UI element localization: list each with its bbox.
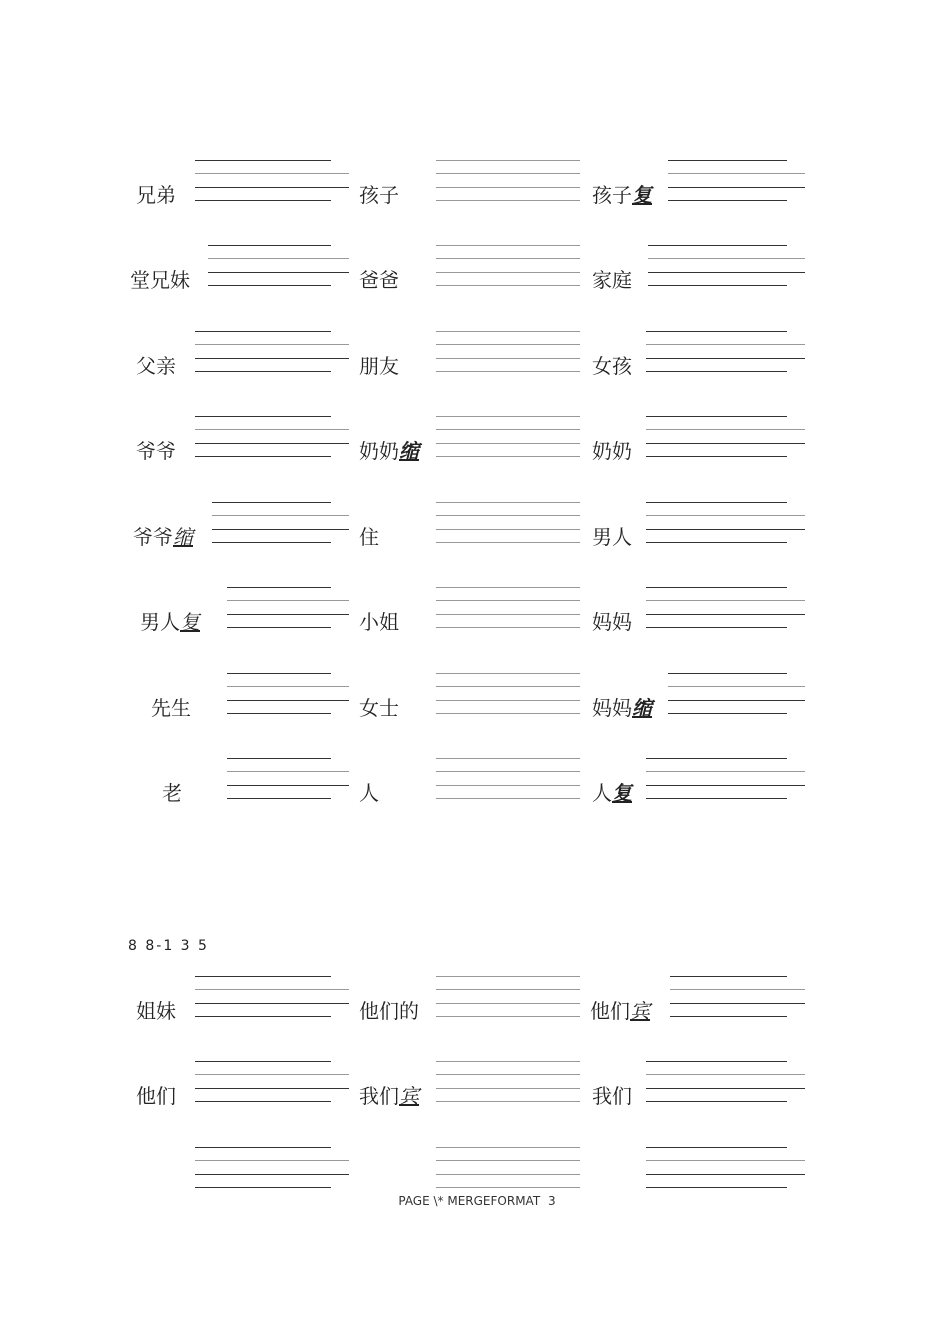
vocab-tag: 缩 (399, 439, 419, 463)
writing-line (646, 771, 805, 772)
writing-line (436, 443, 580, 444)
vocab-word-text: 人 (592, 781, 612, 805)
writing-line (436, 1088, 580, 1089)
page-footer (0, 1194, 950, 1208)
writing-line (646, 627, 787, 628)
vocab-word-text: 他们的 (359, 999, 419, 1023)
vocab-word-text: 小姐 (359, 610, 399, 634)
writing-line (195, 173, 349, 174)
vocab-word-text: 我们 (359, 1084, 399, 1108)
writing-line (646, 344, 805, 345)
writing-line (436, 358, 580, 359)
writing-line (646, 502, 787, 503)
vocab-word (592, 182, 652, 208)
page-field-code: PAGE \* MERGEFORMAT (398, 1194, 541, 1208)
writing-line (646, 1074, 805, 1075)
writing-line (436, 529, 580, 530)
writing-line (195, 187, 349, 188)
vocab-word-text: 堂兄妹 (130, 268, 190, 292)
writing-line (646, 331, 787, 332)
writing-line (436, 989, 580, 990)
writing-line (195, 1074, 349, 1075)
writing-lines[interactable] (195, 1059, 349, 1103)
writing-line (227, 798, 331, 799)
vocab-tag: 复 (632, 183, 652, 207)
writing-lines[interactable] (436, 585, 580, 629)
writing-line (668, 200, 787, 201)
vocab-word-text: 他们 (590, 999, 630, 1023)
writing-line (646, 614, 805, 615)
vocab-word (592, 524, 632, 550)
writing-line (436, 614, 580, 615)
writing-line (195, 1174, 349, 1175)
vocab-word-text: 家庭 (592, 268, 632, 292)
writing-line (195, 416, 331, 417)
writing-line (436, 627, 580, 628)
vocab-word (136, 438, 176, 464)
writing-line (212, 515, 349, 516)
writing-line (646, 416, 787, 417)
writing-line (646, 443, 805, 444)
writing-line (208, 258, 349, 259)
page-number: 3 (548, 1194, 556, 1208)
writing-line (227, 700, 349, 701)
writing-lines[interactable] (436, 329, 580, 373)
writing-line (195, 1187, 331, 1188)
writing-lines[interactable] (646, 1145, 805, 1189)
writing-line (668, 187, 805, 188)
vocab-word (140, 609, 200, 635)
vocab-word (359, 695, 399, 721)
writing-line (436, 160, 580, 161)
writing-line (436, 758, 580, 759)
writing-lines[interactable] (668, 671, 805, 715)
writing-lines[interactable] (436, 1145, 580, 1189)
writing-line (646, 529, 805, 530)
writing-line (436, 285, 580, 286)
writing-line (195, 1088, 349, 1089)
writing-line (227, 614, 349, 615)
writing-line (195, 1101, 331, 1102)
vocab-word (359, 609, 399, 635)
vocab-word-text: 女孩 (592, 354, 632, 378)
writing-line (436, 200, 580, 201)
writing-line (646, 358, 805, 359)
writing-line (208, 285, 331, 286)
vocab-word-text: 父亲 (136, 354, 176, 378)
vocab-word-text: 他们 (136, 1084, 176, 1108)
vocab-word (592, 1083, 632, 1109)
vocab-word-text: 爷爷 (133, 525, 173, 549)
writing-lines[interactable] (668, 158, 805, 202)
writing-lines[interactable] (436, 158, 580, 202)
vocab-tag: 缩 (632, 696, 652, 720)
vocab-row (0, 1059, 950, 1119)
writing-lines[interactable] (646, 585, 805, 629)
vocab-word (130, 267, 190, 293)
writing-line (646, 1088, 805, 1089)
writing-line (436, 976, 580, 977)
writing-line (195, 331, 331, 332)
vocab-word (359, 182, 399, 208)
writing-line (436, 515, 580, 516)
writing-line (436, 1187, 580, 1188)
writing-line (195, 200, 331, 201)
vocab-word-text: 朋友 (359, 354, 399, 378)
vocab-word-text: 女士 (359, 696, 399, 720)
writing-lines[interactable] (648, 243, 805, 287)
writing-line (436, 1003, 580, 1004)
writing-line (195, 456, 331, 457)
writing-line (646, 515, 805, 516)
writing-line (227, 627, 331, 628)
vocab-word (359, 267, 399, 293)
vocab-word (592, 267, 632, 293)
writing-line (646, 600, 805, 601)
writing-line (436, 371, 580, 372)
writing-line (212, 529, 349, 530)
vocab-word (359, 524, 379, 550)
vocab-word (136, 998, 176, 1024)
vocab-word (359, 438, 419, 464)
vocab-word-text: 姐妹 (136, 999, 176, 1023)
writing-line (668, 673, 787, 674)
writing-line (208, 272, 349, 273)
vocab-tag: 复 (612, 781, 632, 805)
writing-lines[interactable] (195, 974, 349, 1018)
vocab-row (0, 585, 950, 645)
writing-line (436, 1061, 580, 1062)
vocab-tag: 复 (180, 610, 200, 634)
writing-line (436, 1147, 580, 1148)
writing-lines[interactable] (436, 974, 580, 1018)
vocab-word-text: 孩子 (359, 183, 399, 207)
writing-line (648, 245, 787, 246)
writing-line (195, 1003, 349, 1004)
writing-line (646, 587, 787, 588)
writing-line (668, 173, 805, 174)
vocab-word (136, 1083, 176, 1109)
writing-line (436, 173, 580, 174)
writing-line (436, 272, 580, 273)
writing-line (668, 160, 787, 161)
writing-line (212, 502, 331, 503)
writing-line (227, 771, 349, 772)
writing-line (646, 542, 787, 543)
vocab-word-text: 妈妈 (592, 696, 632, 720)
vocab-word (592, 695, 652, 721)
vocab-word (162, 780, 182, 806)
vocab-word (359, 998, 419, 1024)
writing-line (436, 1016, 580, 1017)
writing-lines[interactable] (208, 243, 349, 287)
vocab-word-text: 孩子 (592, 183, 632, 207)
writing-line (436, 600, 580, 601)
section-label: 8 8-1 3 5 (128, 938, 209, 954)
writing-line (646, 429, 805, 430)
writing-line (195, 1160, 349, 1161)
writing-line (212, 542, 331, 543)
vocab-word (592, 353, 632, 379)
vocab-word (133, 524, 193, 550)
writing-line (195, 344, 349, 345)
writing-lines[interactable] (670, 974, 805, 1018)
writing-line (195, 443, 349, 444)
vocab-word-text: 人 (359, 781, 379, 805)
vocab-word (136, 353, 176, 379)
writing-line (646, 785, 805, 786)
vocab-tag: 宾 (630, 999, 650, 1023)
writing-lines[interactable] (646, 1059, 805, 1103)
writing-line (436, 245, 580, 246)
writing-lines[interactable] (646, 500, 805, 544)
vocab-row (0, 756, 950, 816)
writing-lines[interactable] (646, 414, 805, 458)
vocab-word (151, 695, 191, 721)
writing-line (436, 713, 580, 714)
vocab-word-text: 奶奶 (592, 439, 632, 463)
writing-line (670, 976, 787, 977)
writing-line (646, 371, 787, 372)
writing-line (436, 700, 580, 701)
writing-line (208, 245, 331, 246)
writing-line (436, 1074, 580, 1075)
writing-line (227, 600, 349, 601)
writing-line (670, 989, 805, 990)
writing-line (648, 285, 787, 286)
vocab-tag: 宾 (399, 1084, 419, 1108)
writing-line (227, 587, 331, 588)
writing-line (646, 1101, 787, 1102)
writing-lines[interactable] (436, 414, 580, 458)
vocab-row (0, 671, 950, 731)
vocab-word-text: 妈妈 (592, 610, 632, 634)
writing-line (195, 371, 331, 372)
vocab-word-text: 男人 (592, 525, 632, 549)
writing-line (436, 1174, 580, 1175)
vocab-row (0, 414, 950, 474)
writing-lines[interactable] (195, 1145, 349, 1189)
writing-line (195, 429, 349, 430)
vocab-word-text: 老 (162, 781, 182, 805)
vocab-word (590, 998, 650, 1024)
writing-line (436, 1160, 580, 1161)
writing-line (646, 1061, 787, 1062)
writing-line (195, 160, 331, 161)
writing-line (646, 758, 787, 759)
vocab-word-text: 奶奶 (359, 439, 399, 463)
writing-line (436, 187, 580, 188)
writing-lines[interactable] (436, 1059, 580, 1103)
writing-line (646, 456, 787, 457)
vocab-word (359, 780, 379, 806)
writing-line (436, 429, 580, 430)
vocab-word (136, 182, 176, 208)
writing-lines[interactable] (436, 671, 580, 715)
writing-line (436, 673, 580, 674)
vocab-word (359, 353, 399, 379)
writing-line (227, 758, 331, 759)
writing-line (668, 713, 787, 714)
writing-line (668, 700, 805, 701)
vocab-row (0, 243, 950, 303)
writing-line (646, 1187, 787, 1188)
writing-line (227, 713, 331, 714)
writing-line (646, 1160, 805, 1161)
vocab-word-text: 爷爷 (136, 439, 176, 463)
vocab-word-text: 住 (359, 525, 379, 549)
vocab-word (592, 609, 632, 635)
writing-line (436, 686, 580, 687)
writing-line (646, 1174, 805, 1175)
vocab-word-text: 兄弟 (136, 183, 176, 207)
writing-lines[interactable] (436, 243, 580, 287)
writing-line (195, 1061, 331, 1062)
vocab-row (0, 500, 950, 560)
writing-line (646, 1147, 787, 1148)
writing-line (670, 1003, 805, 1004)
writing-lines[interactable] (436, 756, 580, 800)
writing-line (436, 587, 580, 588)
writing-lines[interactable] (195, 329, 349, 373)
writing-lines[interactable] (212, 500, 349, 544)
writing-line (195, 1016, 331, 1017)
writing-lines[interactable] (227, 756, 349, 800)
writing-line (195, 358, 349, 359)
writing-line (646, 798, 787, 799)
writing-lines[interactable] (195, 414, 349, 458)
writing-line (670, 1016, 787, 1017)
writing-line (436, 331, 580, 332)
writing-line (195, 989, 349, 990)
writing-line (195, 1147, 331, 1148)
writing-line (227, 785, 349, 786)
writing-line (436, 344, 580, 345)
vocab-row (0, 974, 950, 1034)
vocab-word-text: 爸爸 (359, 268, 399, 292)
vocab-word (592, 780, 632, 806)
writing-line (227, 686, 349, 687)
writing-line (436, 1101, 580, 1102)
writing-lines[interactable] (227, 671, 349, 715)
writing-line (436, 542, 580, 543)
vocab-row (0, 329, 950, 389)
writing-line (436, 785, 580, 786)
writing-lines[interactable] (227, 585, 349, 629)
vocab-word-text: 我们 (592, 1084, 632, 1108)
writing-line (436, 416, 580, 417)
writing-line (648, 258, 805, 259)
vocab-word-text: 先生 (151, 696, 191, 720)
vocab-word-text: 男人 (140, 610, 180, 634)
writing-lines[interactable] (436, 500, 580, 544)
vocab-row (0, 158, 950, 218)
vocab-word (359, 1083, 419, 1109)
writing-lines[interactable] (646, 756, 805, 800)
writing-line (227, 673, 331, 674)
writing-lines[interactable] (646, 329, 805, 373)
writing-line (436, 258, 580, 259)
writing-line (668, 686, 805, 687)
writing-lines[interactable] (195, 158, 349, 202)
writing-line (648, 272, 805, 273)
writing-line (436, 771, 580, 772)
writing-line (436, 502, 580, 503)
vocab-word (592, 438, 632, 464)
writing-line (436, 798, 580, 799)
writing-line (436, 456, 580, 457)
vocab-tag: 缩 (173, 525, 193, 549)
writing-line (195, 976, 331, 977)
